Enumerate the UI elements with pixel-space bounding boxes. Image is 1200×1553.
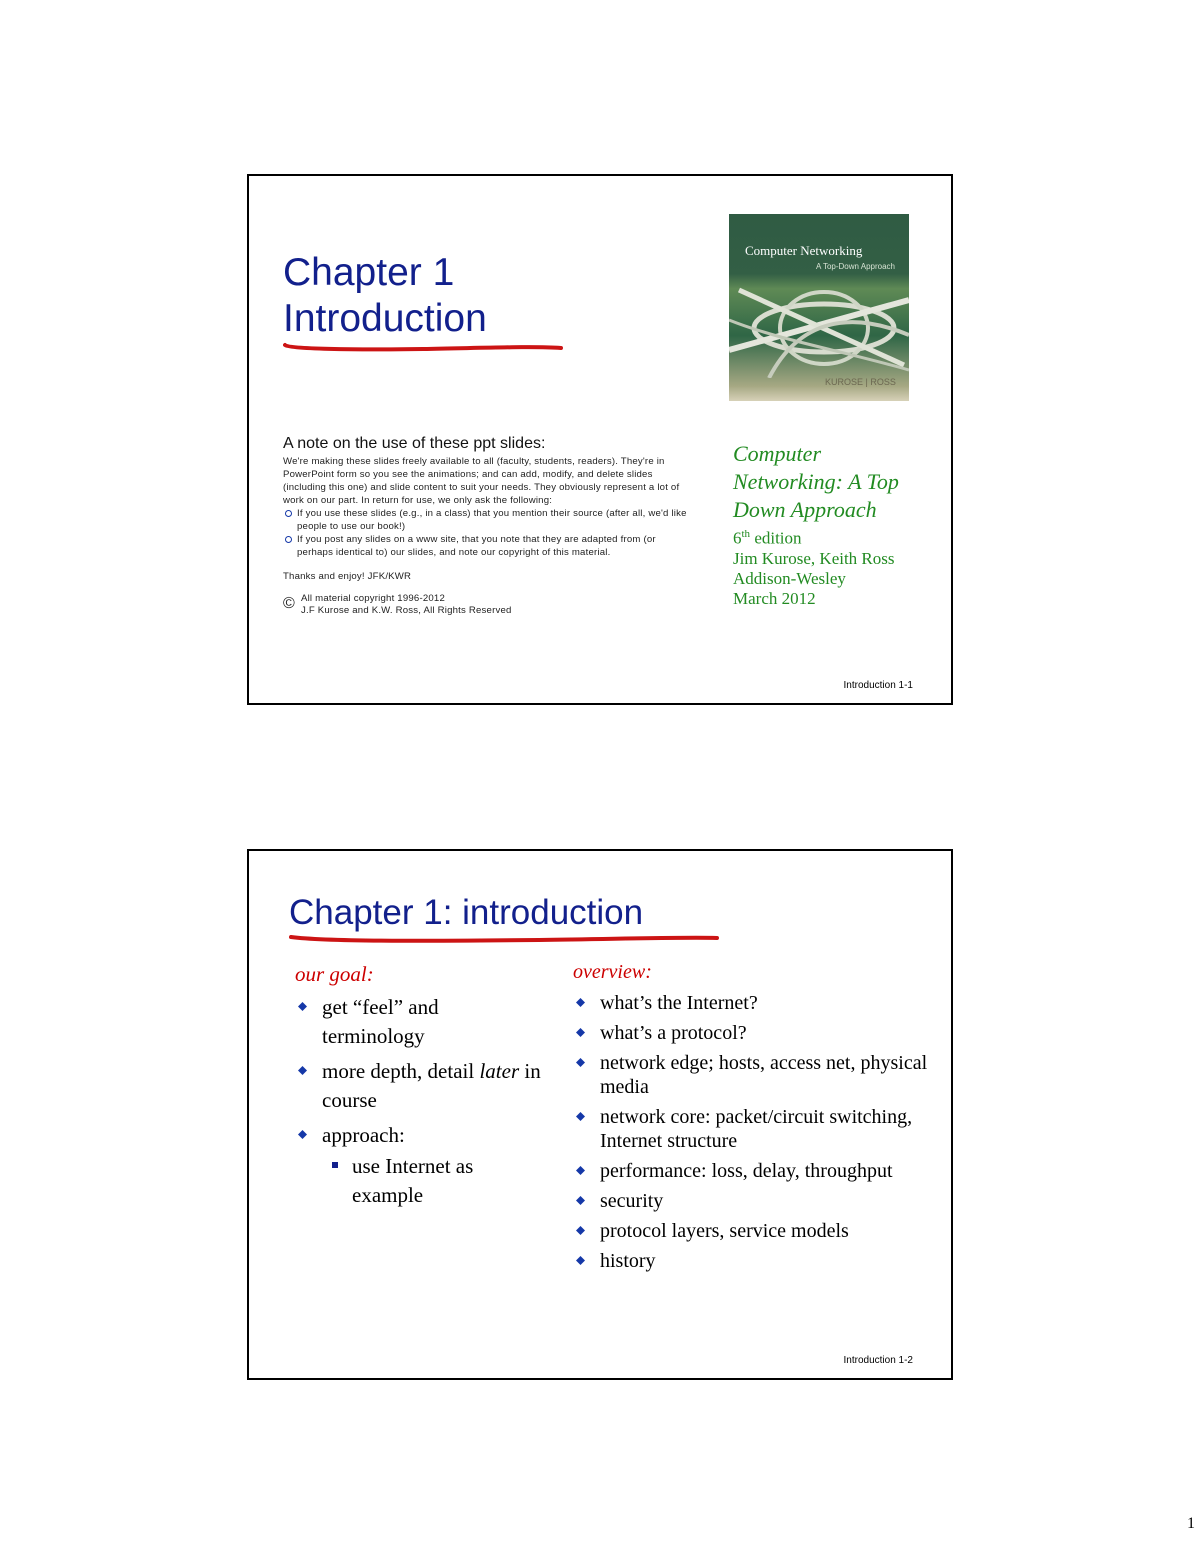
slide1-footer: Introduction 1-1 bbox=[843, 680, 913, 691]
usage-note-bullet: If you post any slides on a www site, that you note that they are adapted from (or perhaps identical to) our slides, and note our copyright of this material. bbox=[297, 533, 693, 559]
copyright-notice bbox=[283, 593, 693, 617]
diamond-bullet-icon bbox=[576, 1166, 585, 1175]
overview-column bbox=[573, 959, 933, 1279]
usage-note-body: We're making these slides freely available to all (faculty, students, readers). They're in PowerPoint form so you see the animations; and can add, modify, and delete slides (including this one) and slide content to suit your needs. They obviously represent a lot of work on our part. In return for use, we only ask the following: bbox=[283, 456, 680, 506]
slide1-title-line1: Chapter 1 bbox=[283, 251, 455, 294]
overview-item: what’s the Internet? bbox=[573, 991, 933, 1015]
title-underline-stroke bbox=[289, 931, 721, 945]
copyright-line1: All material copyright 1996-2012 bbox=[301, 593, 445, 604]
goal-heading: our goal: bbox=[295, 962, 374, 986]
page-number: 1 bbox=[1187, 1515, 1195, 1532]
diamond-bullet-icon bbox=[576, 1028, 585, 1037]
usage-note bbox=[283, 434, 693, 617]
book-info-authors: Jim Kurose, Keith Ross bbox=[733, 548, 895, 568]
goal-sub-item: use Internet as example bbox=[295, 1152, 545, 1210]
overview-item: protocol layers, service models bbox=[573, 1219, 933, 1243]
book-cover-authors: KUROSE | ROSS bbox=[825, 377, 896, 387]
slide-1 bbox=[247, 174, 953, 705]
book-cover-title: Computer Networking bbox=[745, 243, 863, 258]
book-info-publisher: Addison-Wesley bbox=[733, 568, 846, 588]
edition-word: edition bbox=[754, 528, 802, 548]
overview-item: network core: packet/circuit switching, Internet structure bbox=[573, 1105, 933, 1153]
diamond-bullet-icon bbox=[576, 1196, 585, 1205]
diamond-bullet-icon bbox=[576, 1256, 585, 1265]
overview-item: performance: loss, delay, throughput bbox=[573, 1159, 933, 1183]
goal-item: get “feel” and terminology bbox=[295, 993, 545, 1051]
overview-heading: overview: bbox=[573, 961, 652, 983]
slide1-title bbox=[283, 250, 487, 342]
edition-suffix: th bbox=[741, 528, 751, 540]
slide2-title: Chapter 1: introduction bbox=[289, 893, 644, 932]
book-info-title: Computer Networking: A Top Down Approach bbox=[733, 441, 899, 522]
diamond-bullet-icon bbox=[298, 1066, 307, 1075]
goal-column bbox=[295, 961, 545, 1210]
goal-item: approach: bbox=[295, 1121, 545, 1150]
slide-2 bbox=[247, 849, 953, 1380]
diamond-bullet-icon bbox=[298, 1002, 307, 1011]
diamond-bullet-icon bbox=[576, 998, 585, 1007]
goal-item: more depth, detail later in course bbox=[295, 1057, 545, 1115]
diamond-bullet-icon bbox=[576, 1112, 585, 1121]
overview-item: network edge; hosts, access net, physical media bbox=[573, 1051, 933, 1099]
slide2-footer: Introduction 1-2 bbox=[843, 1355, 913, 1366]
copyright-icon: © bbox=[283, 595, 295, 612]
slide1-title-line2: Introduction bbox=[283, 297, 487, 340]
book-info-edition bbox=[733, 524, 933, 549]
overview-item: history bbox=[573, 1249, 933, 1273]
diamond-bullet-icon bbox=[576, 1226, 585, 1235]
book-info-date: March 2012 bbox=[733, 588, 816, 608]
overview-item: what’s a protocol? bbox=[573, 1021, 933, 1045]
title-underline-stroke bbox=[283, 337, 565, 353]
diamond-bullet-icon bbox=[576, 1058, 585, 1067]
book-info bbox=[733, 440, 933, 609]
diamond-bullet-icon bbox=[298, 1130, 307, 1139]
book-cover-image bbox=[729, 214, 909, 401]
highway-interchange-graphic bbox=[729, 280, 909, 378]
usage-note-heading: A note on the use of these ppt slides: bbox=[283, 435, 546, 452]
thanks-line: Thanks and enjoy! JFK/KWR bbox=[283, 571, 412, 582]
square-bullet-icon bbox=[332, 1162, 338, 1168]
overview-item: security bbox=[573, 1189, 933, 1213]
copyright-line2: J.F Kurose and K.W. Ross, All Rights Reserved bbox=[301, 605, 512, 616]
usage-note-bullet: If you use these slides (e.g., in a class) that you mention their source (after all, we'd like people to use our book!) bbox=[297, 507, 693, 533]
usage-note-bullets bbox=[283, 507, 693, 559]
book-cover-subtitle: A Top-Down Approach bbox=[815, 262, 895, 271]
edition-number: 6 bbox=[733, 528, 742, 548]
